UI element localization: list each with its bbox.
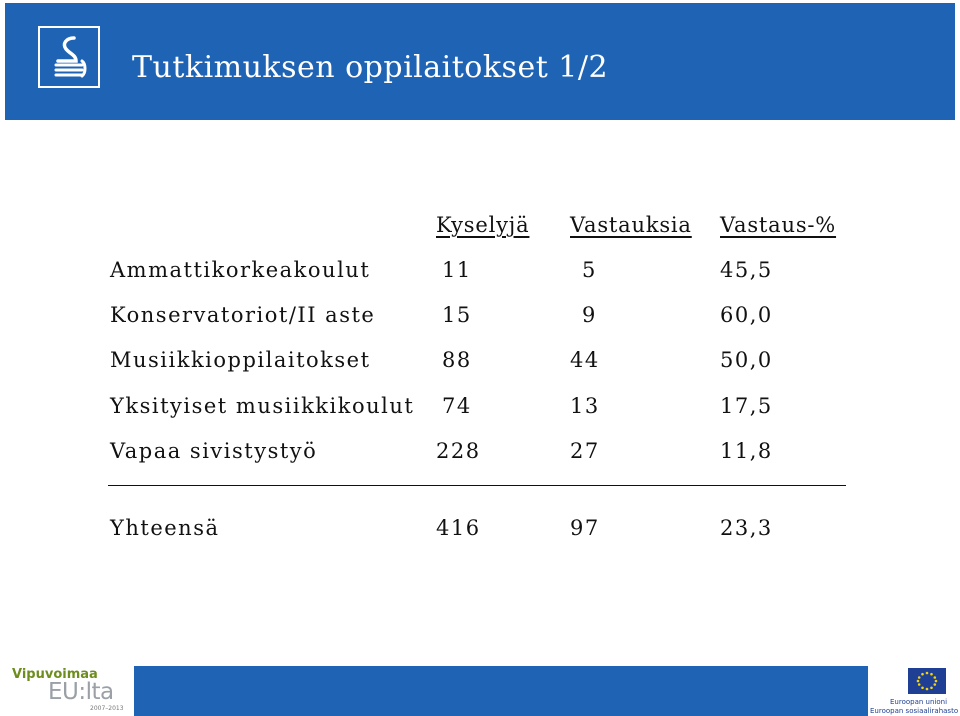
- esf-text: Euroopan sosiaalirahasto: [870, 707, 959, 715]
- eu-union-text: Euroopan unioni: [890, 698, 948, 706]
- row-label: Vapaa sivistystyö: [110, 439, 318, 463]
- row-label: Yksityiset musiikkikoulut: [110, 394, 415, 418]
- total-label: Yhteensä: [110, 516, 220, 540]
- cell-vastausprosentti: 11,8: [720, 439, 773, 463]
- eu-logo: [868, 660, 960, 716]
- eu-flag-icon: [908, 668, 946, 694]
- cell-vastausprosentti: 50,0: [720, 348, 773, 372]
- cell-kyselyja: 11: [442, 258, 472, 282]
- cell-vastauksia: 5: [582, 258, 597, 282]
- column-header-vastauksia: Vastauksia: [570, 213, 692, 237]
- slide-title: Tutkimuksen oppilaitokset 1/2: [132, 50, 609, 85]
- cell-vastausprosentti: 60,0: [720, 303, 773, 327]
- eulta-text: EU:lta: [48, 679, 114, 705]
- total-vastausprosentti: 23,3: [720, 516, 773, 540]
- column-header-vastausprosentti: Vastaus-%: [720, 213, 837, 237]
- years-text: 2007–2013: [90, 705, 124, 712]
- row-label: Musiikkioppilaitokset: [110, 348, 371, 372]
- cell-vastauksia: 13: [570, 394, 600, 418]
- cell-vastauksia: 9: [582, 303, 597, 327]
- column-header-kyselyja: Kyselyjä: [436, 213, 530, 237]
- row-label: Ammattikorkeakoulut: [110, 258, 371, 282]
- cell-kyselyja: 228: [436, 439, 481, 463]
- row-label: Konservatoriot/II aste: [110, 303, 376, 327]
- cell-vastausprosentti: 17,5: [720, 394, 773, 418]
- cell-vastauksia: 44: [570, 348, 600, 372]
- cell-kyselyja: 74: [442, 394, 472, 418]
- vipuvoimaa-text: Vipuvoimaa: [12, 667, 98, 682]
- total-kyselyja: 416: [436, 516, 481, 540]
- cell-kyselyja: 15: [442, 303, 472, 327]
- total-vastauksia: 97: [570, 516, 600, 540]
- vipuvoimaa-logo: [10, 663, 130, 713]
- cell-kyselyja: 88: [442, 348, 472, 372]
- cell-vastausprosentti: 45,5: [720, 258, 773, 282]
- total-divider: [108, 485, 846, 486]
- footer-banner: [134, 666, 868, 716]
- cell-vastauksia: 27: [570, 439, 600, 463]
